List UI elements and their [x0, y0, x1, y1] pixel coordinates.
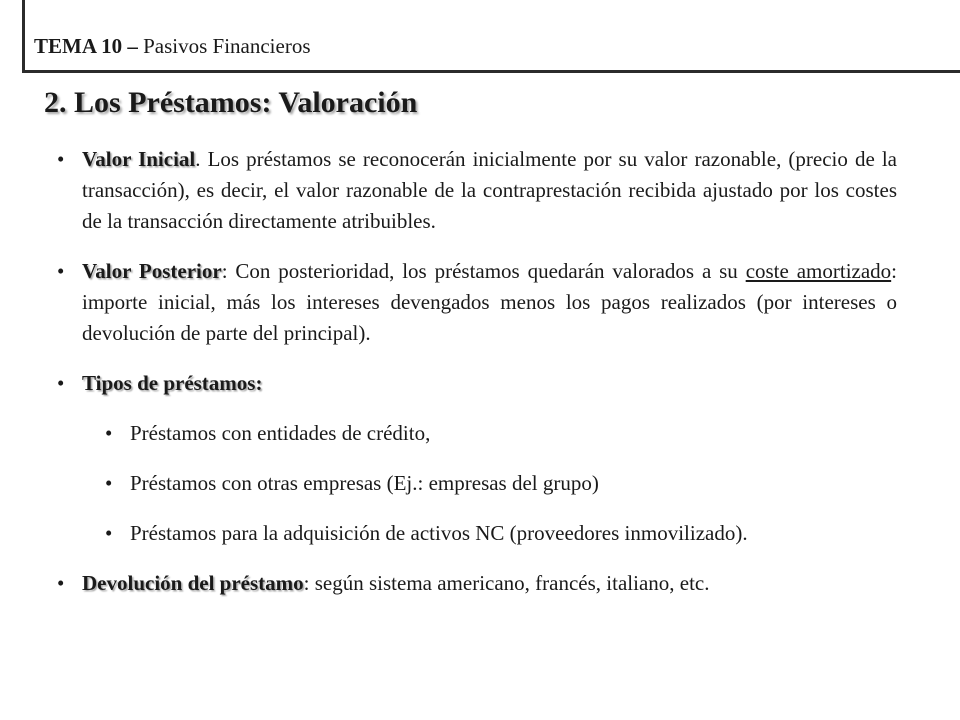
bullet-icon: • [57, 371, 65, 395]
slide-title: 2. Los Préstamos: Valoración [44, 86, 418, 119]
bullet-valor-inicial [44, 144, 897, 237]
text-devolucion-prestamo: : según sistema americano, francés, italiano, etc. [303, 571, 710, 595]
bullet-icon: • [105, 521, 113, 545]
bullet-icon: • [105, 421, 113, 445]
header-topic-name: Pasivos Financieros [143, 34, 311, 58]
bullet-icon: • [57, 147, 65, 171]
slide-body [44, 144, 897, 618]
subitem-text: Préstamos con otras empresas (Ej.: empresas del grupo) [130, 471, 599, 495]
text-valor-inicial: . Los préstamos se reconocerán inicialmente por su valor razonable, (precio de la transacción), es decir, el valor razonable de la contraprestación recibida ajustado por los costes de la transacción directamente atribuibles. [82, 147, 897, 233]
bullet-icon: • [105, 471, 113, 495]
subitem-activos-nc [44, 518, 897, 549]
subitem-otras-empresas [44, 468, 897, 499]
bullet-valor-posterior [44, 256, 897, 349]
slide-header [34, 34, 311, 59]
subitem-text: Préstamos para la adquisición de activos NC (proveedores inmovilizado). [130, 521, 748, 545]
header-horizontal-rule [22, 70, 960, 73]
term-tipos-prestamos: Tipos de préstamos: [82, 371, 263, 395]
bullet-devolucion-prestamo [44, 568, 897, 599]
bullet-tipos-prestamos [44, 368, 897, 399]
header-vertical-rule [22, 0, 25, 72]
term-valor-posterior: Valor Posterior [82, 259, 222, 283]
bullet-icon: • [57, 259, 65, 283]
text-coste-amortizado: coste amortizado [745, 259, 892, 283]
term-valor-inicial: Valor Inicial [82, 147, 196, 171]
text-valor-posterior-before: : Con posterioridad, los préstamos quedarán valorados a su [221, 259, 746, 283]
subitem-entidades-credito [44, 418, 897, 449]
bullet-icon: • [57, 571, 65, 595]
subitem-text: Préstamos con entidades de crédito, [130, 421, 431, 445]
header-topic-number: TEMA 10 – [34, 34, 138, 58]
text-valor-posterior-after: : importe inicial, más los intereses devengados menos los pagos realizados (por intereses o devolución de parte del principal). [82, 259, 898, 345]
term-devolucion-prestamo: Devolución del préstamo [82, 571, 304, 595]
